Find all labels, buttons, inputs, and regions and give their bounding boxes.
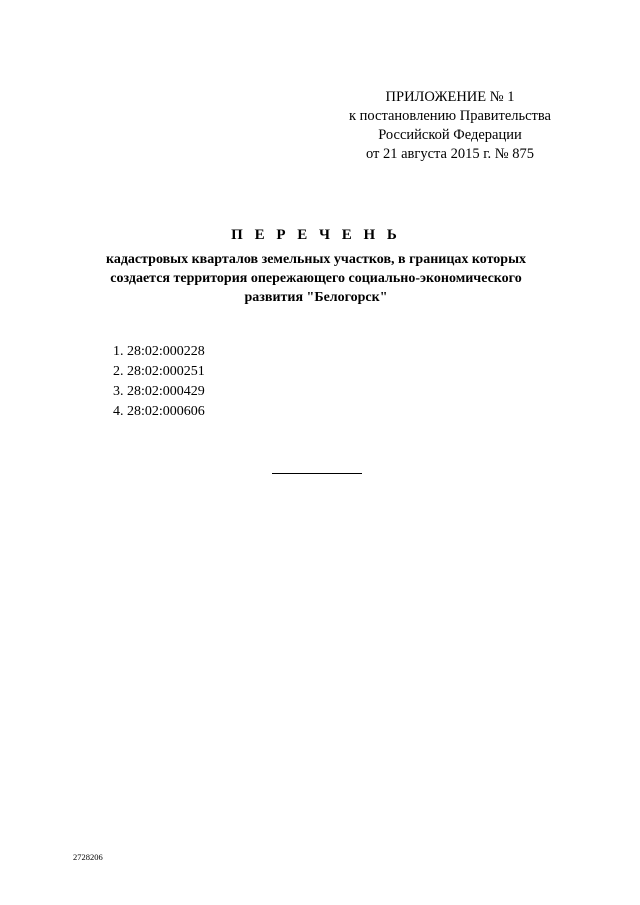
appendix-block	[330, 88, 570, 164]
subtitle-line: развития "Белогорск"	[244, 290, 388, 305]
list-item: 4. 28:02:000606	[113, 404, 205, 419]
list-item: 1. 28:02:000228	[113, 344, 205, 359]
document-number: 2728206	[73, 852, 103, 862]
list-item: 2. 28:02:000251	[113, 364, 205, 379]
subtitle-line: создается территория опережающего социально-экономического	[110, 271, 522, 286]
document-subtitle	[60, 250, 572, 307]
end-divider	[272, 473, 362, 474]
subtitle-line: кадастровых кварталов земельных участков, в границах которых	[105, 252, 527, 267]
appendix-title: ПРИЛОЖЕНИЕ № 1	[385, 89, 515, 105]
list-item: 3. 28:02:000429	[113, 384, 205, 399]
appendix-line: Российской Федерации	[378, 127, 522, 143]
document-title: П Е Р Е Ч Е Н Ь	[231, 227, 401, 243]
appendix-line: к постановлению Правительства	[349, 108, 551, 124]
cadastral-list	[113, 342, 205, 422]
appendix-date-line: от 21 августа 2015 г. № 875	[365, 146, 535, 162]
